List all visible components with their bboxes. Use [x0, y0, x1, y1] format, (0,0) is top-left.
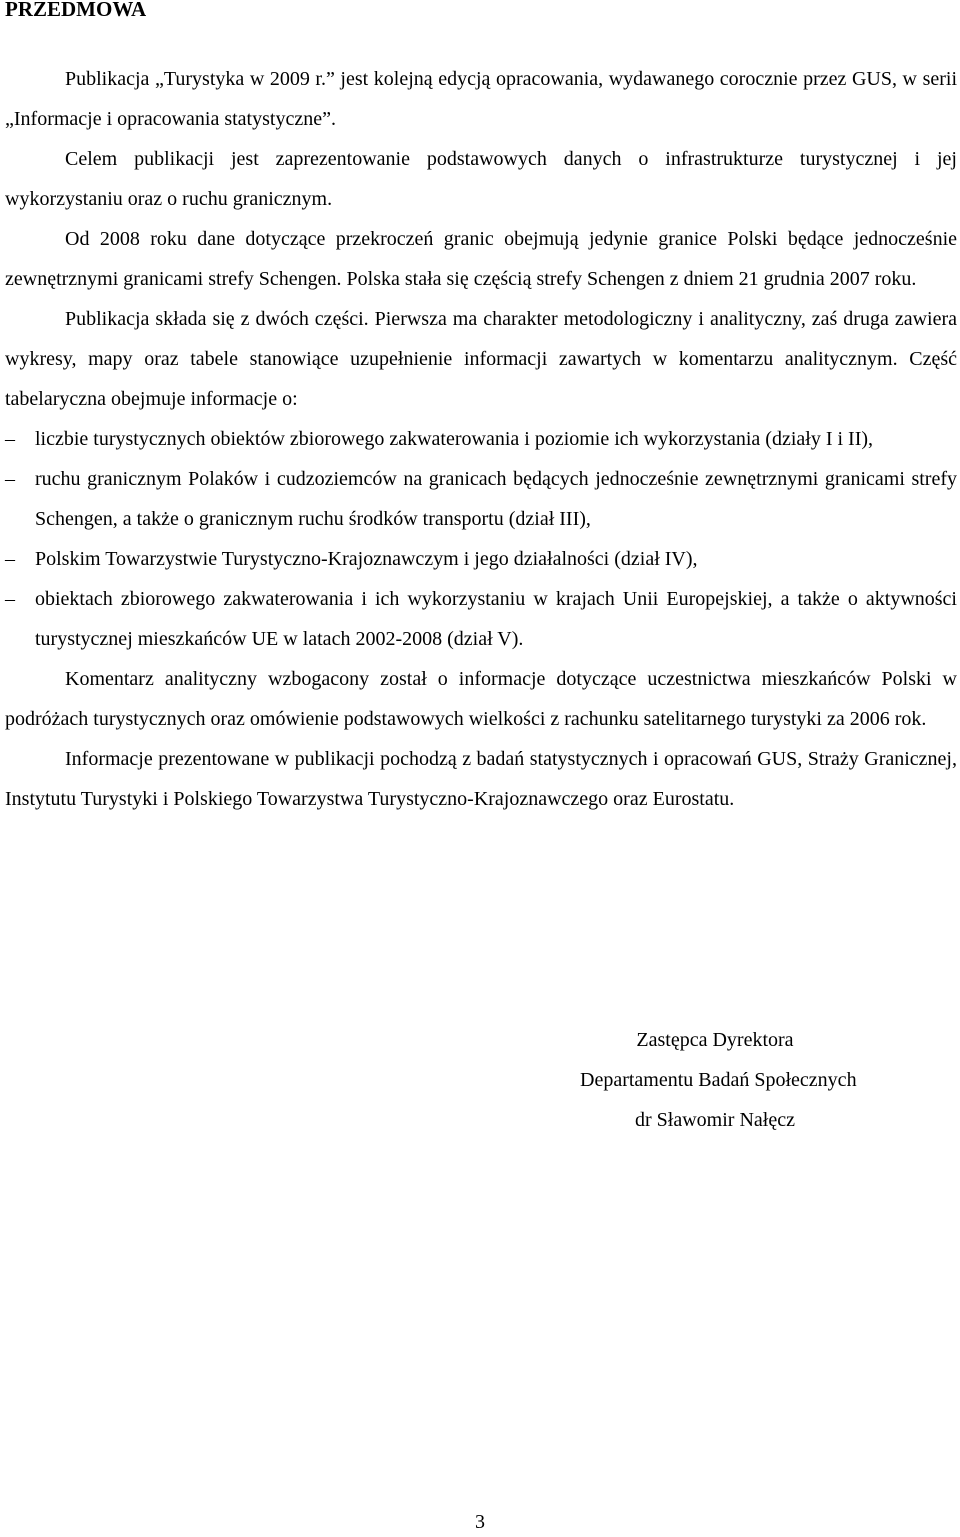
list-item [5, 539, 957, 579]
paragraph-analytical-commentary: Komentarz analityczny wzbogacony został o informacje dotyczące uczestnictwa mieszkańców Polski w podróżach turystycznych oraz omówienie podstawowych wielkości z rachunku satelitarnego turystyki za 2006 rok. [5, 668, 957, 730]
page-heading: PRZEDMOWA [5, 0, 147, 21]
list-item [5, 419, 957, 459]
paragraph-publication-intro: Publikacja „Turystyka w 2009 r.” jest kolejną edycją opracowania, wydawanego corocznie przez GUS, w serii „Informacje i opracowania statystyczne”. [5, 68, 957, 130]
list-item-text: ruchu granicznym Polaków i cudzoziemców na granicach będących jednocześnie zewnętrznymi granicami strefy Schengen, a także o granicznym ruchu środków transportu (dział III), [35, 468, 957, 530]
paragraph-publication-structure: Publikacja składa się z dwóch części. Pierwsza ma charakter metodologiczny i analityczny, zaś druga zawiera wykresy, mapy oraz tabele stanowiące uzupełnienie informacji zawartych w komentarzu analitycznym. Część tabelaryczna obejmuje informacje o: [5, 308, 957, 410]
document-page [5, 0, 957, 819]
list-item-text: Polskim Towarzystwie Turystyczno-Krajoznawczym i jego działalności (dział IV), [35, 548, 698, 570]
signature-block [580, 1020, 857, 1140]
signature-title: Zastępca Dyrektora [636, 1029, 794, 1051]
paragraph-data-sources: Informacje prezentowane w publikacji pochodzą z badań statystycznych i opracowań GUS, Straży Granicznej, Instytutu Turystyki i Polskiego Towarzystwa Turystyczno-Krajoznawczego oraz Eurostatu. [5, 748, 957, 810]
list-dash: – [5, 548, 15, 570]
paragraph-border-data: Od 2008 roku dane dotyczące przekroczeń granic obejmują jedynie granice Polski będące jednocześnie zewnętrznymi granicami strefy Schengen. Polska stała się częścią strefy Schengen z dniem 21 grudnia 2007 roku. [5, 228, 957, 290]
contents-list [5, 419, 957, 659]
paragraph-publication-goal: Celem publikacji jest zaprezentowanie podstawowych danych o infrastrukturze turystycznej i jej wykorzystaniu oraz o ruchu granicznym. [5, 148, 957, 210]
signature-department: Departamentu Badań Społecznych [580, 1069, 857, 1091]
signature-name: dr Sławomir Nałęcz [635, 1109, 795, 1131]
list-item [5, 459, 957, 539]
list-dash: – [5, 428, 15, 450]
list-dash: – [5, 468, 15, 490]
page-number: 3 [475, 1511, 485, 1533]
list-item-text: obiektach zbiorowego zakwaterowania i ich wykorzystaniu w krajach Unii Europejskiej, a także o aktywności turystycznej mieszkańców UE w latach 2002-2008 (dział V). [35, 588, 957, 650]
list-item [5, 579, 957, 659]
list-item-text: liczbie turystycznych obiektów zbiorowego zakwaterowania i poziomie ich wykorzystania (działy I i II), [35, 428, 874, 450]
list-dash: – [5, 588, 15, 610]
